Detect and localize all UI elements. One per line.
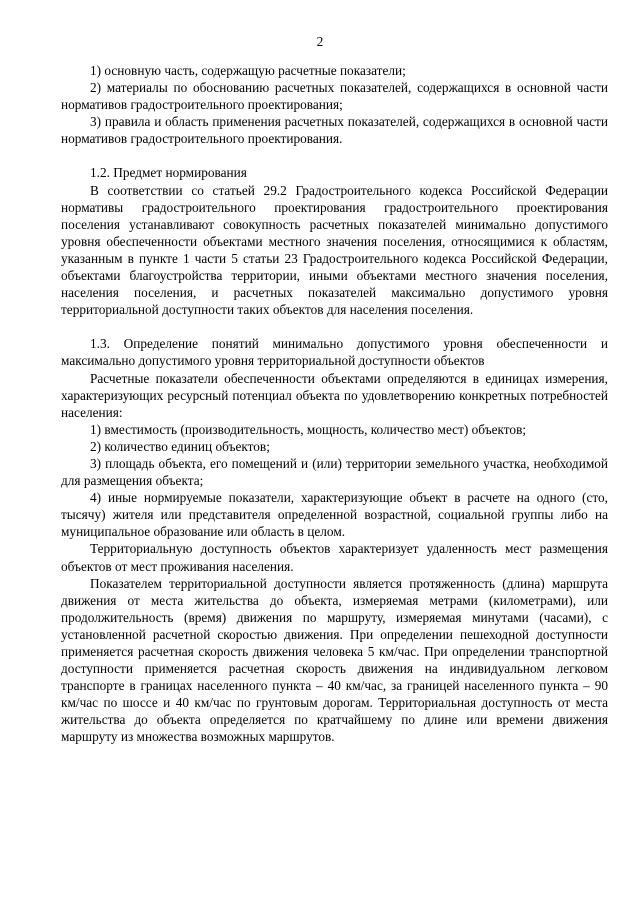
structure-item-2: 2) материалы по обоснованию расчетных показателей, содержащихся в основной части нормативов градостроительного проектирования; [61,80,608,113]
indicator-item-4: 4) иные нормируемые показатели, характеризующие объект в расчете на одного (сто, тысячу) жителя или представителя определенной возрастной, социальной группы либо на муниципальное образование или область в целом. [61,490,608,540]
paragraph-spacer [61,147,608,164]
indicator-item-1: 1) вместимость (производительность, мощность, количество мест) объектов; [90,421,527,437]
paragraph-spacer [61,318,608,335]
indicator-item-3: 3) площадь объекта, его помещений и (или) территории земельного участка, необходимой для размещения объекта; [61,455,608,489]
section-1-2-paragraph: В соответствии со статьей 29.2 Градостроительного кодекса Российской Федерации нормативы градостроительного проектирования градостроительного проектирования поселения устанавливают совокупность расчетных показателей минимально допустимого уровня обеспеченности объектами местного значения поселения, относящимися к областям, указанным в пункте 1 части 5 статьи 23 Градостроительного кодекса Российской Федерации, объектами благоустройства территории, иными объектами местного значения поселения, населения поселения, и расчетных показателей максимально допустимого уровня территориальной доступности таких объектов для населения поселения. [61,182,608,318]
section-1-3-intro: Расчетные показатели обеспеченности объектами определяются в единицах измерения, характеризующих ресурсный потенциал объекта по удовлетворению конкретных потребностей населения: [61,370,608,420]
page-number: 2 [316,34,324,49]
section-1-3-heading: 1.3. Определение понятий минимально допустимого уровня обеспеченности и максимально допустимого уровня территориальной доступности объектов [61,336,608,369]
structure-item-3: 3) правила и область применения расчетных показателей, содержащихся в основной части нормативов градостроительного проектирования. [61,114,608,147]
indicator-item-2: 2) количество единиц объектов; [90,438,270,454]
section-1-2-heading: 1.2. Предмет нормирования [90,165,247,181]
document-body [61,62,608,746]
accessibility-indicator-paragraph: Показателем территориальной доступности является протяженность (длина) маршрута движения от места жительства до объекта, измеряемая метрами (километрами), или продолжительность (время) движения по маршруту, измеряемая минутами (часами), с установленной расчетной скоростью движения. При определении пешеходной доступности применяется расчетная скорость движения человека 5 км/час. При определении транспортной доступности применяется расчетная скорость движения на индивидуальном легковом транспорте в границах населенного пункта – 40 км/час, за границей населенного пункта – 90 км/час по шоссе и 40 км/час по грунтовым дорогам. Территориальная доступность от места жительства до объекта определяется по кратчайшему по длине или времени движения маршруту из множества возможных маршрутов. [61,575,608,745]
accessibility-paragraph: Территориальную доступность объектов характеризует удаленность мест размещения объектов от мест проживания населения. [61,541,608,574]
structure-item-1: 1) основную часть, содержащую расчетные показатели; [90,63,406,78]
